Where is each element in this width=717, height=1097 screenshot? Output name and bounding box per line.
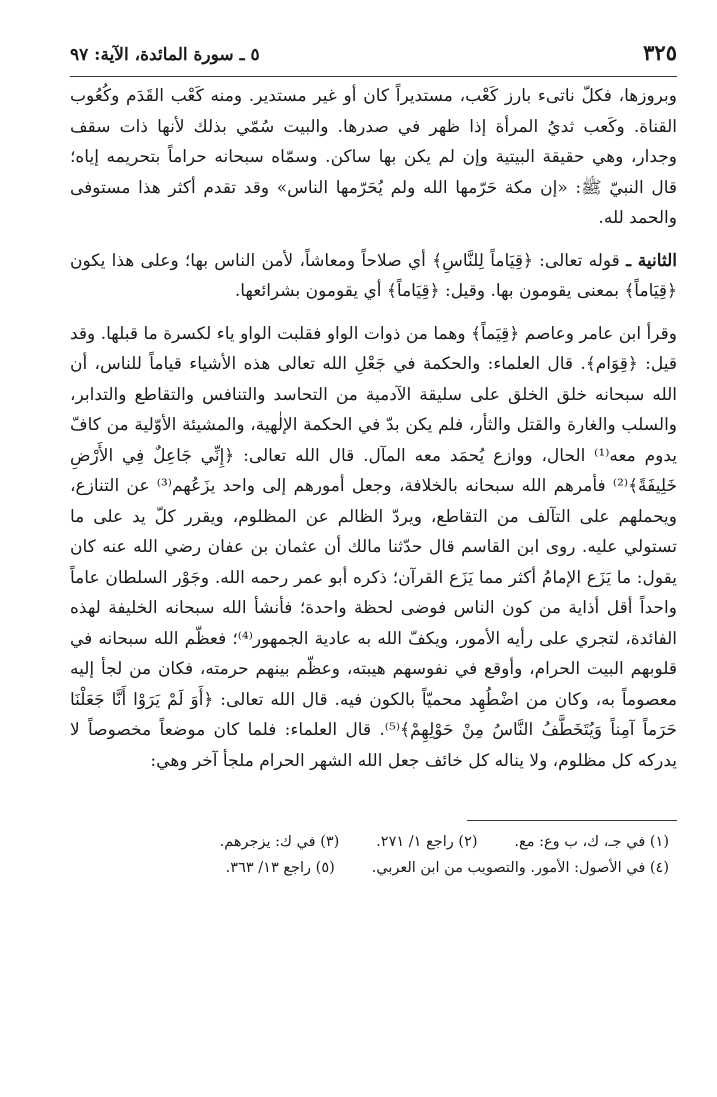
paragraph-lead: الثانية ـ <box>626 250 677 271</box>
page-number: ٣٢٥ <box>643 40 677 65</box>
main-text <box>70 81 677 776</box>
paragraph-text: وبروزها، فكلّ ناتىء بارز كَعْب، مستديراً كان أو غير مستدير. ومنه كَعْب القَدَم وكُعُوب القناة. وكَعب ثديُ المرأة إذا ظهر في صدرها. والبيت سُمّي بذلك لأنها ذات سقف وجدار، وهي حقيقة البيتية وإن لم يكن بها ساكن. وسمّاه سبحانه حراماً بتحريمه إياه؛ قال النبيّ ﷺ: «إن مكة حَرّمها الله ولم يُحَرّمها الناس» وقد تقدم أكثر هذا مستوفى والحمد لله. <box>70 86 677 228</box>
paragraph <box>70 81 677 234</box>
paragraph <box>70 246 677 307</box>
chapter-title: ٥ ـ سورة المائدة، الآية: ٩٧ <box>70 45 260 65</box>
book-page <box>70 40 677 881</box>
footnote-line: (٤) في الأصول: الأمور. والتصويب من ابن العربي. (٥) راجع ١٣/ ٣٦٣. <box>225 860 669 876</box>
running-header <box>70 40 677 77</box>
paragraph-text: قوله تعالى: ﴿قِيَاماً لِلنَّاسِ﴾ أي صلاحاً ومعاشاً، لأمن الناس بها؛ وعلى هذا يكون ﴿قِيَاماً﴾ بمعنى يقومون بها. وقيل: ﴿قِيَاماً﴾ أي يقومون بشرائعها. <box>70 250 677 301</box>
paragraph <box>70 319 677 777</box>
footnote-line: (١) في جـ، ك، ب وع: مع. (٢) راجع ١/ ٢٧١. (٣) في ك: يزجرهم. <box>219 834 669 850</box>
footnotes <box>70 829 677 881</box>
paragraph-text: وقرأ ابن عامر وعاصم ﴿قِيَماً﴾ وهما من ذوات الواو فقلبت الواو ياء لكسرة ما قبلها. وقد قيل: ﴿قِوَام﴾. قال العلماء: والحكمة في جَعْلِ الله تعالى هذه الأشياء قياماً للناس، أن الله سبحانه خلق الخلق على سليقة الآدمية من التحاسد والتنافس والتقاطع والتدابر، والسلب والغارة والقتل والثأر، فلم يكن بدّ في الحكمة الإلٰهية، والمشيئة الأوّلية من كافّ يدوم معه⁽¹⁾ الحال، ووازع يُحمَد معه المآل. قال الله تعالى: ﴿إِنِّي جَاعِلٌ فِي الأَرْضِ خَلِيفَةً﴾⁽²⁾ فأمرهم الله سبحانه بالخلافة، وجعل أمورهم إلى واحد يزَعُهم⁽³⁾ عن التنازع، ويحملهم على التآلف من التقاطع، ويردّ الظالم عن المظلوم، ويقرر كلّ يد على ما تستولي عليه. روى ابن القاسم قال حدّثنا مالك أن عثمان بن عفان رضي الله عنه كان يقول: ما يَزَع الإمامُ أكثر مما يَزَع القرآن؛ ذكره أبو عمر رحمه الله. وجَوْر السلطان عاماً واحداً أقل أذاية من كون الناس فوضى لحظة واحدة؛ فأنشأ الله سبحانه الخليفة لهذه الفائدة، لتجري على رأيه الأمور، ويكفّ الله به عادية الجمهور⁽⁴⁾؛ فعظّم الله سبحانه في قلوبهم البيت الحرام، وأوقع في نفوسهم هيبته، وعظّم بينهم حرمته، فكان من لجأ إليه معصوماً به، وكان من اضْطُهِد محميّاً بالكون فيه. قال الله تعالى: ﴿أَوَ لَمْ يَرَوْا أَنَّا جَعَلْنَا حَرَماً آمِناً وَيُتَخَطَّفُ النَّاسُ مِنْ حَوْلِهِمْ﴾⁽⁵⁾. قال العلماء: فلما كان موضعاً مخصوصاً لا يدركه كل مظلوم، ولا يناله كل خائف جعل الله الشهر الحرام ملجأ آخر وهي: <box>70 323 678 771</box>
footnote-divider <box>467 820 677 821</box>
